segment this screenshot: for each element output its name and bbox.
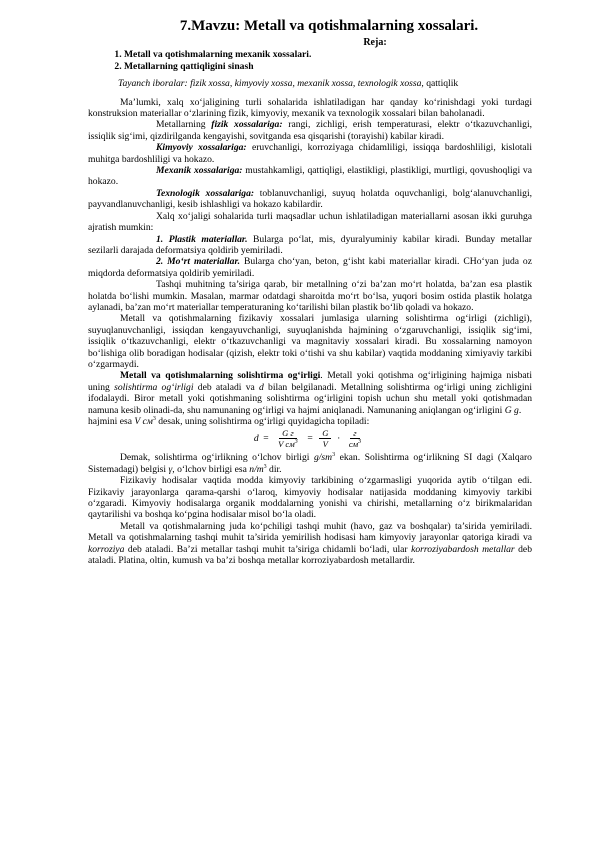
paragraph-text: . [518,404,522,416]
paragraph-groups: Xalq xo‘jaligi sohalarida turli maqsadlar uchun ishlatiladigan materiallarni asosan ikki guruhga ajratish mumkin: [88,210,532,234]
term-specific-weight: Metall va qotishmalarning solishtirma og‘irligi [120,370,321,382]
paragraph-text: bilan belgilanadi. Metallning solishtirma og‘irligi uning zichligini ifodalaydi. Biror metall yoki qotishmaning solishtirma og‘irligini topish uchun shu metall yoki qotishmadan namuna kesib olinadi-da, shu namunaning og‘irligi va hajmi aniqlanadi. Namunaning aniqlangan og‘irligini [88,381,532,416]
key-terms-tail: qattiqlik [426,78,459,90]
paragraph-units [88,452,532,475]
paragraph-text: , o‘lchov birligi esa [172,463,250,475]
paragraph-text: dir. [266,463,282,475]
term-mechanical: Mexanik xossalariga: [156,165,243,177]
formula-lhs: d [253,433,259,445]
paragraph-text: toblanuvchanligi, suyuq holatda oquvchanligi, bolg‘alanuvchanligi, payvandlanuvchanligi, kesib ishlashligi va hokazo kabilardir. [88,187,533,211]
paragraph-corrosion [88,521,532,567]
plan-item: 1. Metall va qotishmalarning mexanik xossalari. [124,49,532,60]
superscript: 3 [332,452,336,459]
term-physical: fizik xossalariga: [211,119,283,131]
paragraph-lead: Metallarning [156,119,212,131]
paragraph-text: Bularga po‘lat, mis, dyuralyuminiy kabilar kiradi. Bunday metallar sezilarli darajada deformatsiya qoldirib yemiriladi. [88,233,532,256]
paragraph-text: Demak, solishtirma og‘irlikning o‘lchov birligi [120,452,314,464]
italic-term: d [259,381,264,393]
term-brittle: 2. Mo‘rt materiallar. [156,256,241,268]
italic-term: γ [168,463,173,475]
formula-equals: = [262,433,270,445]
superscript: 3 [294,439,298,446]
paragraph-brittle [88,256,532,279]
fraction-denominator: V [322,439,328,450]
formula-fraction [346,428,364,449]
paragraph-text: desak, uning solishtirma og‘irligi quyidagicha topiladi: [155,416,370,427]
formula-fraction [275,428,301,449]
paragraph-text: deb ataladi. Ba’zi metallar tashqi muhit ta’siriga chidamli bo‘ladi, ular [124,543,412,555]
paragraph-text: rangi, zichligi, erish temperaturasi, elektr o‘tkazuvchanligi, issiqlik sig‘imi, qizdirilganda kengayishi, sovitganda esa qisqarishi (torayishi) kabilar kiradi. [88,119,533,142]
paragraph-chemical-processes: Fizikaviy hodisalar vaqtida modda kimyoviy tarkibining o‘zgarmasligi yuqorida aytib o‘tilgan edi. Fizikaviy jarayonlarga qarama-qarshi o‘laroq, kimyoviy hodisalar natijasida moddaning kimyoviy tarkibi o‘zgaradi. Kimyoviy hodisalarga organik moddalarning yonishi va chirishi, metallarning o‘z birikmalaridan qaytarilishi va boshqa ko‘pgina hodisalar misol bo‘la oladi. [88,475,532,521]
paragraph-text: Metall va qotishmalarning juda ko‘pchiligi tashqi muhit (havo, gaz va boshqalar) ta’sirida yemiriladi. Metall va qotishmalarning tashqi muhit ta’sirida yemirilish hodisasi ham kimyoviy jarayonlar qatoriga kiradi va [88,520,532,544]
superscript: 3 [152,415,156,422]
fraction-denominator [346,439,364,449]
paragraph-plastic [88,234,532,257]
italic-term: korroziya [88,543,125,555]
plan-heading: Reja: [363,37,387,48]
paragraph-text: . Metall yoki qotishma og‘irligining hajmiga nisbati uning [88,370,532,393]
paragraph-text: ekan. Solishtirma og‘irlikning SI dagi (Xalqaro Sistemadagi) belgisi [88,452,532,475]
term-plastic: 1. Plastik materiallar. [156,233,248,245]
denominator-text: V см [278,439,295,450]
paragraph-physical-properties: Metall va qotishmalarning fizikaviy xossalari jumlasiga ularning solishtirma og‘irligi (zichligi), suyuqlanuvchanligi, issiqdan kengayuvchanligi, suyuqlanishda hajmining o‘zgaruvchanligi, issiqlik sig‘imi, issiqlik o‘tkazuvchanligi, elektr o‘tkazuvchanligi va magnitaviy xossalari kiradi. Bu xossalarning namoyon bo‘lishiga olib boradigan hodisalar (qizish, elektr toki o‘tishi va shu kabilar) vaqtida moddaning ximiyaviy tarkibi o‘zgarmaydi. [88,313,532,370]
paragraph-environment: Tashqi muhitning ta’siriga qarab, bir metallning o‘zi ba’zan mo‘rt holatda, ba’zan esa plastik holatda bo‘lishi mumkin. Masalan, marmar odatdagi sharoitda mo‘rt bo‘lsa, yuqori bosim ostida plastik holatga aylanadi, ba’zan mo‘rt materiallar temperaturaning ko‘tarilishi bilan plastik bo‘lib qoladi va hokazo. [88,279,532,313]
italic-term: korroziyabardosh metallar [411,543,515,555]
paragraph-text: Bularga cho‘yan, beton, g‘isht kabi materiallar kiradi. CHo‘yan juda oz miqdorda deformatsiya qoldirib yemiriladi. [88,256,532,279]
paragraph-volume-line [88,416,532,427]
paragraph-specific-weight [88,370,532,416]
italic-term: V см [134,416,153,427]
paragraph-text: hajmini esa [88,416,135,427]
paragraph-mechanical [88,165,532,188]
italic-term: g/sm [313,452,333,464]
fraction-numerator: G [319,428,331,439]
paragraph-text: deb ataladi. Platina, oltin, kumush va ba’zi boshqa metallar korroziyabardosh metallardir. [88,543,532,567]
superscript: 3 [263,463,267,470]
term-technological: Texnologik xossalariga: [156,187,255,199]
paragraph-text: deb ataladi va [193,381,259,393]
paragraph-text: mustahkamligi, qattiqligi, elastikligi, plastikligi, murtligi, qovushoqligi va hokazo. [88,165,532,188]
term-chemical: Kimyoviy xossalariga: [156,142,247,154]
key-terms-list: : fizik xossa, kimyoviy xossa, mexanik xossa, texnologik xossa, [184,78,427,90]
key-terms-label: Tayanch iboralar [118,78,185,90]
formula-equals: = [306,433,314,445]
italic-term: G g [504,404,519,416]
key-terms [118,78,532,89]
denominator-text: см [348,439,359,450]
plan-list [88,49,532,72]
fraction-numerator: г [350,428,359,439]
paragraph-physical [88,119,532,142]
superscript: 3 [358,439,362,446]
page-title: 7.Mavzu: Metall va qotishmalarning xossalari. [179,18,479,34]
paragraph-chemical [88,142,532,165]
fraction-numerator: G г [279,428,297,439]
formula-dot: · [337,433,340,445]
formula-fraction [319,428,331,449]
density-formula [88,428,532,449]
fraction-denominator [275,439,301,449]
paragraph-technological [88,188,532,211]
italic-term: n/m [249,463,264,475]
italic-term: solishtirma og‘irligi [114,381,194,393]
plan-item: 2. Metallarning qattiqligini sinash [124,61,532,72]
paragraph-text: eruvchanligi, korroziyaga chidamliligi, issiqqa bardoshliligi, kislotali muhitga bardoshliligi va hokazo. [88,142,532,165]
paragraph-intro: Ma’lumki, xalq xo‘jaligining turli sohalarida ishlatiladigan har qanday ko‘rinishdagi yoki turdagi konstruksion materiallar o‘zlarining fizik, kimyoviy, mexanik va texnologik xossalari bilan baholanadi. [88,96,532,120]
